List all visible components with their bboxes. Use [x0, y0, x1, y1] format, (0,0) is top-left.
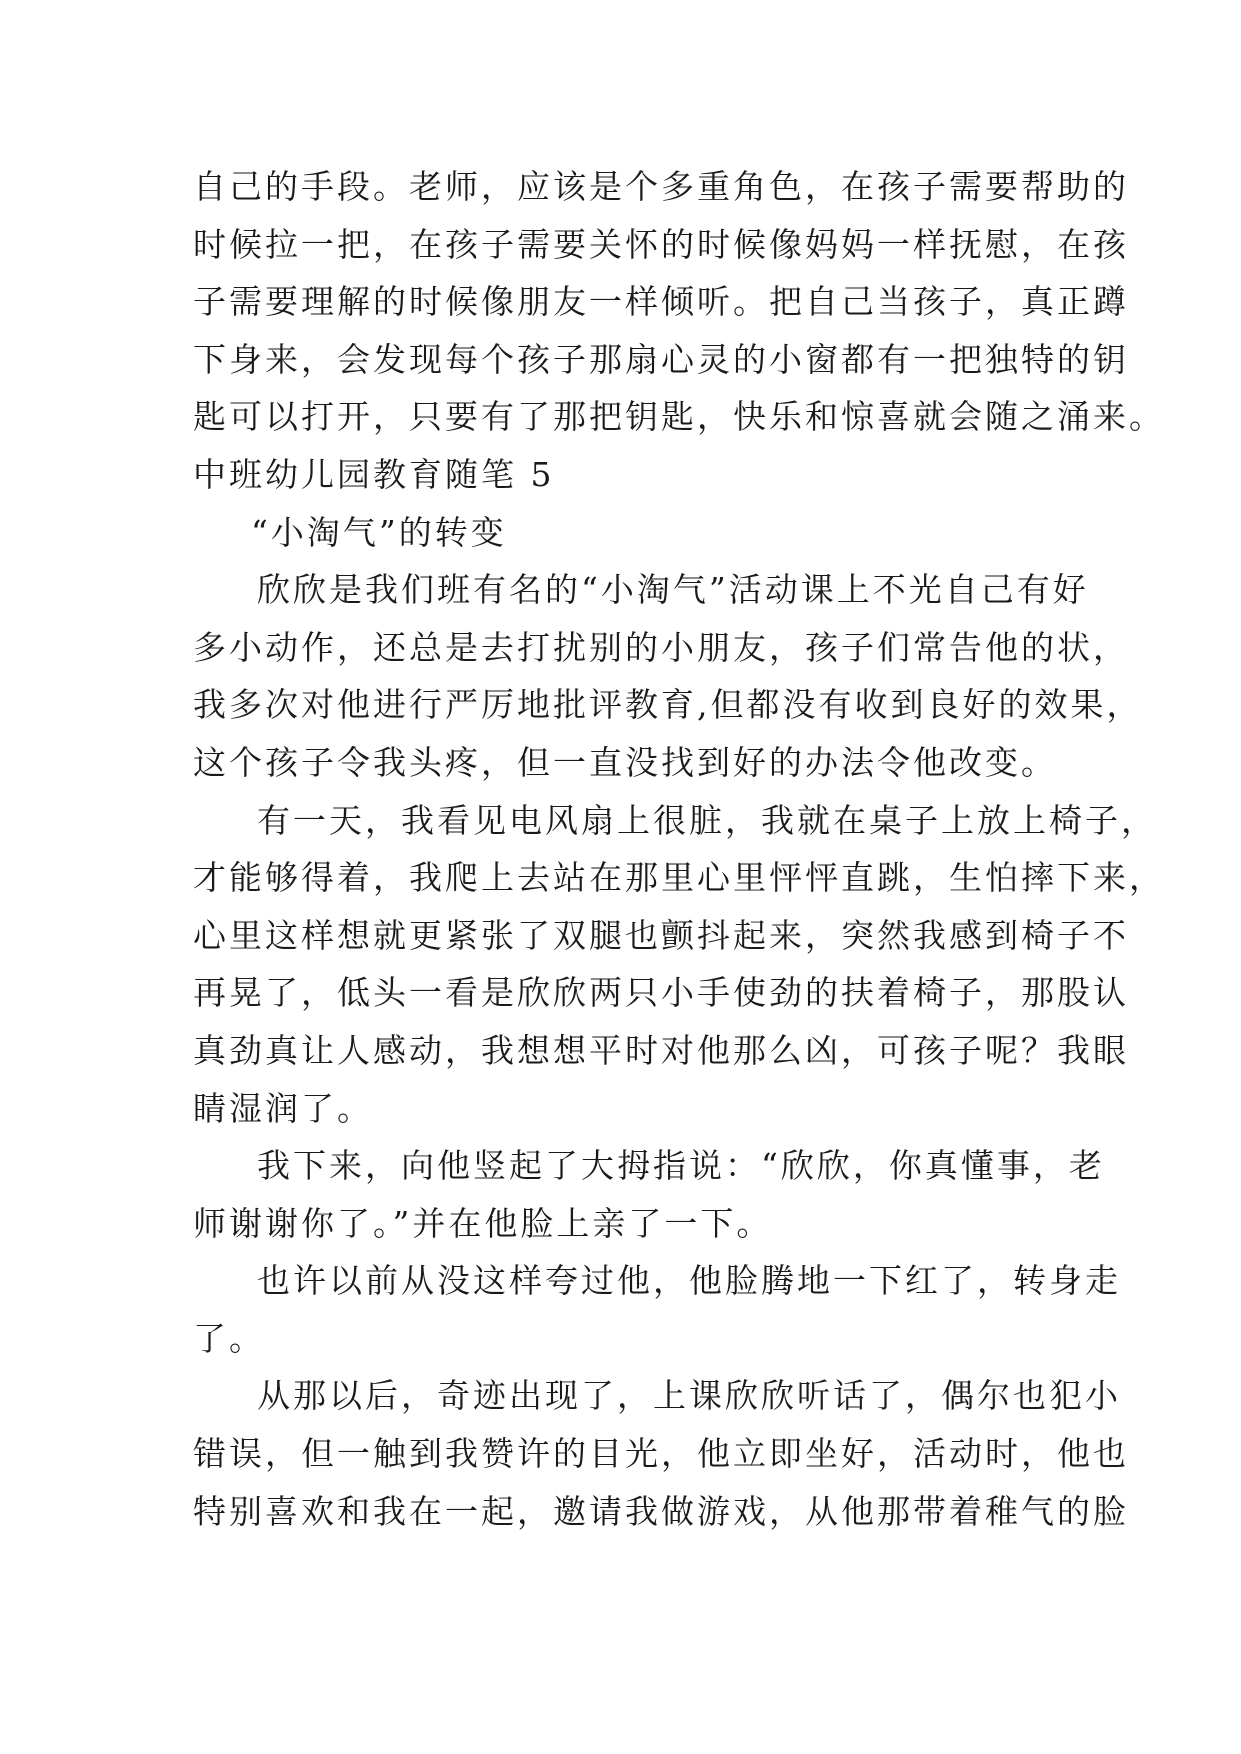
article-title: “小淘气”的转变 — [251, 512, 507, 552]
text-line: 再晃了，低头一看是欣欣两只小手使劲的扶着椅子，那股认 — [193, 973, 1129, 1013]
text-line: 师谢谢你了。”并在他脸上亲了一下。 — [193, 1203, 773, 1243]
text-line: 多小动作，还总是去打扰别的小朋友，孩子们常告他的状， — [193, 627, 1129, 667]
text-line: 自己的手段。老师，应该是个多重角色，在孩子需要帮助的 — [193, 167, 1129, 206]
text-line: 才能够得着，我爬上去站在那里心里怦怦直跳，生怕摔下来， — [193, 858, 1165, 898]
paragraph-start-line: 有一天，我看见电风扇上很脏，我就在桌子上放上椅子， — [257, 800, 1157, 840]
paragraph-start-line: 从那以后，奇迹出现了，上课欣欣听话了，偶尔也犯小 — [257, 1376, 1121, 1416]
text-line: 子需要理解的时候像朋友一样倾听。把自己当孩子，真正蹲 — [193, 282, 1129, 322]
text-line: 真劲真让人感动，我想想平时对他那么凶，可孩子呢？我眼 — [193, 1030, 1129, 1070]
text-line: 睛湿润了。 — [193, 1088, 373, 1128]
document-body — [193, 158, 1165, 1540]
text-line: 特别喜欢和我在一起，邀请我做游戏，从他那带着稚气的脸 — [193, 1491, 1129, 1531]
section-heading: 中班幼儿园教育随笔 5 — [193, 454, 555, 494]
text-line: 匙可以打开，只要有了那把钥匙，快乐和惊喜就会随之涌来。 — [193, 397, 1165, 437]
text-line: 错误，但一触到我赞许的目光，他立即坐好，活动时，他也 — [193, 1434, 1129, 1474]
paragraph-start-line: 我下来，向他竖起了大拇指说：“欣欣，你真懂事，老 — [257, 1146, 1105, 1186]
text-line: 我多次对他进行严厉地批评教育,但都没有收到良好的效果， — [193, 685, 1143, 725]
text-line: 了。 — [193, 1318, 265, 1358]
paragraph-start-line: 也许以前从没这样夸过他，他脸腾地一下红了，转身走 — [257, 1261, 1121, 1301]
paragraph-start-line: 欣欣是我们班有名的“小淘气”活动课上不光自己有好 — [257, 570, 1089, 610]
text-line: 心里这样想就更紧张了双腿也颤抖起来，突然我感到椅子不 — [193, 915, 1129, 955]
text-line: 下身来，会发现每个孩子那扇心灵的小窗都有一把独特的钥 — [193, 339, 1129, 379]
text-line: 时候拉一把，在孩子需要关怀的时候像妈妈一样抚慰，在孩 — [193, 224, 1129, 264]
text-line: 这个孩子令我头疼，但一直没找到好的办法令他改变。 — [193, 742, 1057, 782]
